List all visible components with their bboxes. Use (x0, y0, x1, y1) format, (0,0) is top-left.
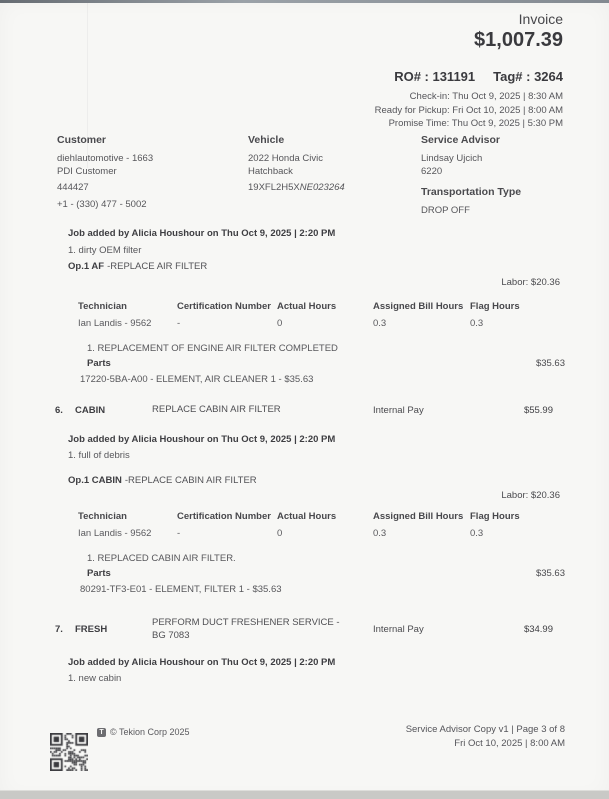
op-title: -REPLACE AIR FILTER (107, 261, 208, 272)
cell-technician: Ian Landis - 9562 (78, 318, 152, 329)
job-note: 1. full of debris (68, 449, 130, 461)
vehicle-line2: Hatchback (248, 166, 293, 177)
footer-page-info (406, 723, 565, 750)
job-note: 1. new cabin (68, 673, 122, 684)
job-header-row (55, 617, 553, 642)
job-title: PERFORM DUCT FRESHENER SERVICE - BG 7083 (152, 617, 340, 641)
qr-code (50, 733, 88, 771)
customer-type: PDI Customer (57, 166, 117, 177)
job-note-header: Job added by Alicia Houshour on Thu Oct 9, 2025 | 2:20 PM (68, 657, 336, 668)
advisor-block (421, 134, 581, 217)
col-technician: Technician (78, 301, 127, 312)
customer-block (57, 134, 237, 211)
cell-cert-number: - (177, 527, 181, 539)
promise-line: Promise Time: Thu Oct 9, 2025 | 5:30 PM (388, 118, 563, 129)
advisor-label: Service Advisor (421, 134, 500, 146)
invoice-title: Invoice (518, 11, 563, 27)
labor-amount: Labor: $20.36 (501, 489, 560, 501)
customer-name: diehlautomotive - 1663 (57, 153, 154, 164)
job-pay-type: Internal Pay (373, 624, 424, 635)
transport-value: DROP OFF (421, 205, 470, 216)
cell-actual-hours: 0 (277, 527, 283, 539)
tag-number: Tag# : 3264 (493, 69, 563, 84)
part-line: 80291-TF3-E01 - ELEMENT, FILTER 1 - $35.63 (80, 583, 282, 595)
op-code: Op.1 CABIN (68, 474, 122, 486)
job-duct-freshener (0, 617, 609, 685)
job-air-filter (0, 227, 609, 386)
checkin-line: Check-in: Thu Oct 9, 2025 | 8:30 AM (409, 91, 563, 102)
vehicle-line1: 2022 Honda Civic (248, 153, 323, 164)
customer-number: 444427 (57, 182, 89, 193)
vehicle-vin: 19XFL2H5XNE023264 (248, 182, 345, 193)
transport-label: Transportation Type (421, 186, 522, 198)
col-flag-hours: Flag Hours (470, 301, 520, 312)
job-title: REPLACE CABIN AIR FILTER (152, 404, 281, 415)
header-dates (375, 90, 563, 131)
footer-copyright (97, 727, 190, 737)
copyright-text: © Tekion Corp 2025 (110, 727, 190, 737)
vehicle-label: Vehicle (248, 134, 285, 146)
cell-actual-hours: 0 (277, 318, 283, 329)
ready-line: Ready for Pickup: Fri Oct 10, 2025 | 8:00 AM (374, 104, 563, 116)
advisor-number: 6220 (421, 166, 443, 177)
cell-assigned-hours: 0.3 (373, 318, 387, 329)
col-cert-number: Certification Number (177, 510, 271, 522)
part-line: 17220-5BA-A00 - ELEMENT, AIR CLEANER 1 - $35.63 (80, 374, 314, 385)
job-number: 7. (55, 624, 63, 635)
cell-cert-number: - (177, 318, 181, 329)
op-code: Op.1 AF (68, 261, 105, 272)
col-technician: Technician (78, 510, 127, 522)
parts-label: Parts (87, 358, 111, 369)
col-actual-hours: Actual Hours (277, 301, 337, 312)
job-cabin-filter (0, 404, 609, 596)
parts-amount: $35.63 (535, 358, 565, 369)
customer-label: Customer (57, 134, 107, 146)
job-code: FRESH (75, 624, 108, 635)
col-assigned-hours: Assigned Bill Hours (373, 301, 464, 312)
vehicle-block (248, 134, 413, 194)
tech-story: 1. REPLACEMENT OF ENGINE AIR FILTER COMPLETED (87, 343, 338, 354)
copy-version-line: Service Advisor Copy v1 | Page 3 of 8 (405, 724, 565, 735)
col-cert-number: Certification Number (177, 301, 271, 312)
advisor-name: Lindsay Ujcich (421, 153, 483, 164)
op-line (68, 260, 609, 273)
cell-technician: Ian Landis - 9562 (78, 527, 152, 539)
job-number: 6. (55, 404, 63, 416)
cell-flag-hours: 0.3 (470, 318, 484, 329)
job-note-header: Job added by Alicia Houshour on Thu Oct 9, 2025 | 2:20 PM (68, 433, 336, 445)
cell-assigned-hours: 0.3 (373, 527, 387, 539)
job-note-header: Job added by Alicia Houshour on Thu Oct 9, 2025 | 2:20 PM (68, 228, 336, 239)
cell-flag-hours: 0.3 (470, 527, 484, 539)
scan-edge-bottom (0, 790, 609, 799)
op-title: -REPLACE CABIN AIR FILTER (124, 474, 257, 486)
ro-number: RO# : 131191 (394, 69, 476, 84)
invoice-total: $1,007.39 (474, 29, 563, 51)
parts-row (87, 567, 565, 580)
footer-date-line: Fri Oct 10, 2025 | 8:00 AM (454, 737, 565, 749)
labor-amount: Labor: $20.36 (501, 277, 560, 288)
job-header-row (55, 404, 553, 417)
customer-phone: +1 - (330) 477 - 5002 (57, 199, 147, 210)
parts-label: Parts (87, 567, 111, 579)
col-flag-hours: Flag Hours (470, 510, 520, 522)
col-assigned-hours: Assigned Bill Hours (373, 510, 464, 522)
job-note: 1. dirty OEM filter (68, 245, 142, 256)
ro-tag-line (375, 69, 563, 85)
parts-row (87, 357, 565, 370)
op-line (68, 474, 609, 487)
tekion-logo-icon: T (97, 728, 106, 737)
job-amount: $55.99 (523, 404, 553, 416)
col-actual-hours: Actual Hours (277, 510, 337, 522)
job-code: CABIN (75, 404, 106, 416)
technician-table (78, 510, 609, 540)
tech-story: 1. REPLACED CABIN AIR FILTER. (87, 552, 236, 564)
scan-edge-top (0, 0, 609, 3)
technician-table (78, 300, 609, 330)
job-amount: $34.99 (523, 624, 553, 635)
invoice-header (375, 11, 563, 131)
parts-amount: $35.63 (535, 567, 565, 579)
job-pay-type: Internal Pay (373, 404, 424, 416)
